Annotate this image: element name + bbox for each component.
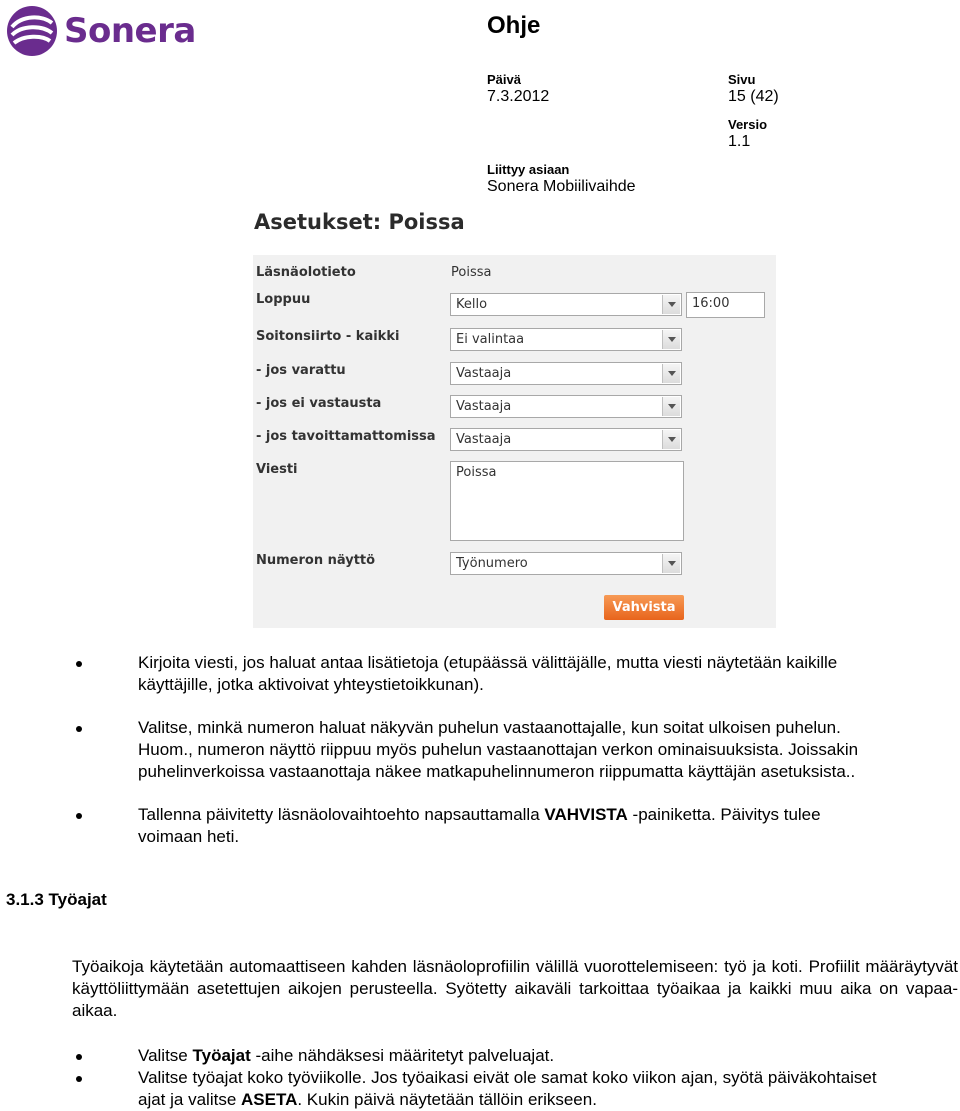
message-textarea[interactable] [450,461,684,541]
no-answer-label: - jos ei vastausta [256,396,382,411]
bullet-save-bold: VAHVISTA [544,805,628,824]
end-time-value: 16:00 [692,296,730,311]
subject-label: Liittyy asiaan [487,162,570,177]
number-display-select[interactable] [450,552,682,575]
chevron-down-icon[interactable] [662,364,680,383]
bullet-number-line1: Valitse, minkä numeron haluat näkyvän puhelun vastaanottajalle, kun soitat ulkoisen puhelun. [138,718,841,737]
section-heading: 3.1.3 Työajat [6,890,107,909]
confirm-button[interactable]: Vahvista [604,595,684,620]
number-display-select-value: Työnumero [456,556,528,571]
presence-value: Poissa [451,265,492,280]
message-value: Poissa [456,465,497,480]
page-label: Sivu [728,72,756,87]
bullet-week-text-end: . Kukin päivä näytetään tällöin erikseen. [297,1090,597,1109]
bullet-dot [76,813,82,819]
bullet-number-line3: puhelinverkoissa vastaanottaja näkee matkapuhelinnumeron riippumatta käyttäjän asetuksista.. [138,762,856,781]
bullet-save-line1 [138,804,821,826]
bullet-number-line2: Huom., numeron näyttö riippuu myös puhelun vastaanottajan verkon ominaisuuksista. Joissakin [138,740,859,759]
bullet-week-text: ajat ja valitse [138,1090,241,1109]
bullet-week-bold: ASETA [241,1090,298,1109]
number-display-label: Numeron näyttö [256,553,376,568]
bullet-dot [76,726,82,732]
forward-all-select-value: Ei valintaa [456,332,525,347]
unreachable-label: - jos tavoittamattomissa [256,429,436,444]
sonera-logo [6,4,206,58]
no-answer-select[interactable] [450,395,682,418]
end-select-value: Kello [456,297,488,312]
bullet-worktime-bold: Työajat [192,1046,251,1065]
presence-label: Läsnäolotieto [256,265,356,280]
date-label: Päivä [487,72,521,87]
bullet-worktime-text: Valitse [138,1046,193,1065]
bullet-save-line2: voimaan heti. [138,827,240,846]
end-select[interactable] [450,293,682,316]
date-value: 7.3.2012 [487,88,550,105]
no-answer-select-value: Vastaaja [456,399,512,414]
subject-value: Sonera Mobiilivaihde [487,178,636,195]
version-label: Versio [728,117,768,132]
bullet-dot [76,1076,82,1082]
chevron-down-icon[interactable] [662,295,680,314]
chevron-down-icon[interactable] [662,430,680,449]
bullet-worktime-topic [138,1045,554,1067]
busy-label: - jos varattu [256,363,346,378]
forward-all-label: Soitonsiirto - kaikki [256,329,400,344]
unreachable-select-value: Vastaaja [456,432,512,447]
chevron-down-icon[interactable] [662,554,680,573]
bullet-dot [76,661,82,667]
bullet-worktime-text-end: -aihe nähdäksesi määritetyt palveluajat. [250,1046,555,1065]
bullet-save-text: Tallenna päivitetty läsnäolovaihtoehto napsauttamalla [138,805,545,824]
end-label: Loppuu [256,292,311,307]
sonera-logo-icon [6,5,58,57]
message-label: Viesti [256,462,298,477]
busy-select[interactable] [450,362,682,385]
bullet-dot [76,1054,82,1060]
forward-all-select[interactable] [450,328,682,351]
logo-text: Sonera [64,11,196,51]
busy-select-value: Vastaaja [456,366,512,381]
section-paragraph: Työaikoja käytetään automaattiseen kahden läsnäoloprofiilin välillä vuorottelemiseen: työ ja koti. Profiilit määräytyvät käyttöliittymään asetettujen aikojen perusteella. Syötetty aikaväli tarkoittaa työaikaa ja kaikki muu aika on vapaa-aikaa. [72,957,958,1020]
settings-title: Asetukset: Poissa [254,210,465,234]
bullet-week-line2 [138,1089,597,1111]
end-time-input[interactable] [686,292,765,318]
chevron-down-icon[interactable] [662,330,680,349]
document-title: Ohje [487,12,541,39]
chevron-down-icon[interactable] [662,397,680,416]
bullet-week-line1: Valitse työajat koko työviikolle. Jos työaikasi eivät ole samat koko viikon ajan, syötä päiväkohtaiset [138,1068,877,1087]
unreachable-select[interactable] [450,428,682,451]
page-value: 15 (42) [728,88,779,105]
bullet-message-line1: Kirjoita viesti, jos haluat antaa lisätietoja (etupäässä välittäjälle, mutta viesti näytetään kaikille [138,653,838,672]
bullet-save-text-end: -painiketta. Päivitys tulee [627,805,821,824]
bullet-message-line2: käyttäjille, jotka aktivoivat yhteystietoikkunan). [138,675,484,694]
version-value: 1.1 [728,133,751,150]
